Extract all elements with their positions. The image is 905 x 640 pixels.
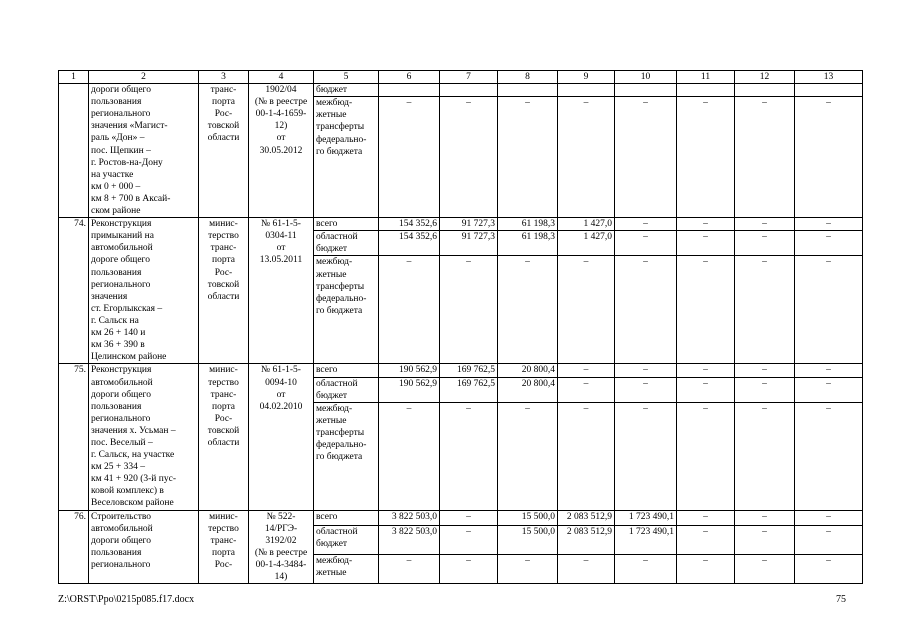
expertise-cell-line: от <box>276 389 286 400</box>
value-cell: – <box>677 364 735 377</box>
funding-source-cell-line: го бюджета <box>316 146 363 157</box>
object-name-cell-line: значения <box>91 291 128 302</box>
object-name-cell-line: км 36 + 390 в <box>91 340 145 351</box>
value-cell <box>558 84 615 97</box>
value-cell: 2 083 512,9 <box>558 510 615 525</box>
object-name-cell-line: ковой комплекс) в <box>91 486 164 497</box>
value-cell: – <box>440 97 498 218</box>
value-cell: – <box>440 555 498 584</box>
object-name-cell-line: пос. Щепкин – <box>91 145 151 156</box>
customer-cell-line: порта <box>212 255 235 266</box>
object-name-cell-line: значения х. Усьман – <box>91 425 176 436</box>
value-cell: – <box>677 256 735 364</box>
object-name-cell-line: примыканий на <box>91 231 154 242</box>
value-cell: – <box>440 256 498 364</box>
row-number-cell <box>59 84 89 218</box>
funding-source-cell-line: межбюд- <box>316 257 353 268</box>
program-table <box>58 70 863 584</box>
object-name-cell-line: регионального <box>91 413 151 424</box>
expertise-cell <box>249 218 314 364</box>
expertise-cell <box>249 84 314 218</box>
customer-cell-line: минис- <box>209 511 238 522</box>
customer-cell-line: транс- <box>210 535 237 546</box>
value-cell: 61 198,3 <box>498 231 558 256</box>
funding-source-cell-line: жетные <box>316 415 347 426</box>
object-name-cell-line: пользования <box>91 97 142 108</box>
object-name-cell-line: км 8 + 700 в Аксай- <box>91 193 171 204</box>
column-number-row <box>59 71 863 84</box>
value-cell: – <box>795 364 863 377</box>
value-cell: 20 800,4 <box>498 377 558 402</box>
object-name-cell-line: значения «Магист- <box>91 121 168 132</box>
value-cell: 3 822 503,0 <box>379 525 440 554</box>
funding-source-cell-line: трансферты <box>316 427 365 438</box>
object-name-cell-line: дороги общего <box>91 535 151 546</box>
value-cell: 169 762,5 <box>440 364 498 377</box>
customer-cell <box>199 510 249 584</box>
expertise-cell-line: (№ в реестре <box>254 547 308 558</box>
customer-cell-line: Рос- <box>214 109 233 120</box>
table-row <box>59 510 863 525</box>
funding-source-cell-line: го бюджета <box>316 305 363 316</box>
object-name-cell-line: регионального <box>91 279 151 290</box>
funding-source-cell-line: областной <box>316 526 358 537</box>
object-name-cell <box>89 218 199 364</box>
object-name-cell <box>89 364 199 510</box>
funding-source-cell <box>314 256 379 364</box>
customer-cell-line: Рос- <box>214 560 233 571</box>
expertise-cell-line: 04.02.2010 <box>259 401 303 412</box>
funding-source-cell-line: бюджет <box>316 85 348 96</box>
object-name-cell-line: г. Ростов-на-Дону <box>91 157 163 168</box>
column-number: 7 <box>440 71 498 84</box>
value-cell: – <box>379 256 440 364</box>
value-cell <box>677 84 735 97</box>
value-cell: 169 762,5 <box>440 377 498 402</box>
value-cell: – <box>498 97 558 218</box>
value-cell: 1 427,0 <box>558 218 615 231</box>
column-number: 3 <box>199 71 249 84</box>
customer-cell-line: терство <box>208 523 239 534</box>
expertise-cell-line: 13.05.2011 <box>259 255 303 266</box>
value-cell: – <box>795 555 863 584</box>
column-number: 12 <box>735 71 795 84</box>
customer-cell-line: области <box>207 133 240 144</box>
value-cell <box>498 84 558 97</box>
value-cell: – <box>735 555 795 584</box>
customer-cell-line: минис- <box>209 219 238 230</box>
customer-cell-line: терство <box>208 377 239 388</box>
value-cell <box>440 84 498 97</box>
value-cell: – <box>440 525 498 554</box>
object-name-cell-line: раль «Дон» – <box>91 133 145 144</box>
customer-cell-line: транс- <box>210 389 237 400</box>
value-cell: – <box>440 402 498 510</box>
value-cell: – <box>735 256 795 364</box>
value-cell <box>795 84 863 97</box>
customer-cell-line: товской <box>207 425 240 436</box>
value-cell: – <box>735 377 795 402</box>
object-name-cell-line: регионального <box>91 109 151 120</box>
value-cell: – <box>795 231 863 256</box>
funding-source-cell <box>314 525 379 554</box>
customer-cell-line: минис- <box>209 365 238 376</box>
funding-source-cell-line: бюджет <box>316 390 348 401</box>
funding-source-cell-line: областной <box>316 232 358 243</box>
object-name-cell-line: пос. Веселый – <box>91 437 153 448</box>
funding-source-cell-line: федерально- <box>316 293 367 304</box>
object-name-cell-line: Реконструкция <box>91 219 152 230</box>
value-cell <box>735 84 795 97</box>
object-name-cell-line: на участке <box>91 169 134 180</box>
page-number: 75 <box>836 594 846 605</box>
value-cell: – <box>558 364 615 377</box>
value-cell: – <box>677 97 735 218</box>
customer-cell <box>199 218 249 364</box>
customer-cell-line: товской <box>207 121 240 132</box>
funding-source-cell: всего <box>314 218 379 231</box>
expertise-cell <box>249 364 314 510</box>
expertise-cell-line: от <box>276 133 286 144</box>
value-cell: 61 198,3 <box>498 218 558 231</box>
value-cell: – <box>735 525 795 554</box>
expertise-cell-line: 0094-10 <box>265 377 297 388</box>
funding-source-cell-line: федерально- <box>316 134 367 145</box>
funding-source-cell <box>314 555 379 584</box>
object-name-cell <box>89 84 199 218</box>
object-name-cell-line: дороги общего <box>91 389 151 400</box>
object-name-cell-line: пользования <box>91 267 142 278</box>
object-name-cell-line: дороги общего <box>91 85 151 96</box>
value-cell: – <box>677 555 735 584</box>
value-cell: – <box>677 231 735 256</box>
value-cell: – <box>615 377 677 402</box>
value-cell: 1 427,0 <box>558 231 615 256</box>
object-name-cell-line: регионального <box>91 560 151 571</box>
funding-source-cell-line: межбюд- <box>316 556 353 567</box>
column-number: 2 <box>89 71 199 84</box>
column-number: 8 <box>498 71 558 84</box>
funding-source-cell <box>314 402 379 510</box>
value-cell: – <box>795 377 863 402</box>
row-number-cell: 75. <box>59 364 89 510</box>
value-cell: 20 800,4 <box>498 364 558 377</box>
expertise-cell-line: № 522- <box>266 511 296 522</box>
customer-cell-line: области <box>207 437 240 448</box>
object-name-cell-line: Целинском районе <box>91 352 167 363</box>
value-cell: – <box>615 231 677 256</box>
row-number-cell: 74. <box>59 218 89 364</box>
object-name-cell-line: ст. Егорлыкская – <box>91 303 163 314</box>
value-cell: 190 562,9 <box>379 364 440 377</box>
expertise-cell <box>249 510 314 584</box>
value-cell: 154 352,6 <box>379 231 440 256</box>
object-name-cell-line: автомобильной <box>91 243 153 254</box>
value-cell: – <box>677 377 735 402</box>
column-number: 13 <box>795 71 863 84</box>
column-number: 6 <box>379 71 440 84</box>
value-cell: – <box>558 402 615 510</box>
expertise-cell-line: (№ в реестре <box>254 97 308 108</box>
expertise-cell-line: от <box>276 243 286 254</box>
funding-source-cell <box>314 377 379 402</box>
funding-source-cell-line: областной <box>316 378 358 389</box>
object-name-cell-line: автомобильной <box>91 523 153 534</box>
table-row <box>59 84 863 97</box>
funding-source-cell <box>314 231 379 256</box>
funding-source-cell: всего <box>314 510 379 525</box>
funding-source-cell-line: го бюджета <box>316 452 363 463</box>
value-cell: – <box>558 555 615 584</box>
object-name-cell <box>89 510 199 584</box>
customer-cell-line: области <box>207 291 240 302</box>
footer-file-path: Z:\ORST\Ppo\0215p085.f17.docx <box>58 594 195 605</box>
funding-source-cell-line: трансферты <box>316 281 365 292</box>
value-cell: – <box>735 402 795 510</box>
column-number: 4 <box>249 71 314 84</box>
value-cell: – <box>795 510 863 525</box>
value-cell: 190 562,9 <box>379 377 440 402</box>
value-cell: 91 727,3 <box>440 218 498 231</box>
value-cell: 2 083 512,9 <box>558 525 615 554</box>
funding-source-cell-line: федерально- <box>316 439 367 450</box>
value-cell: – <box>677 525 735 554</box>
customer-cell-line: Рос- <box>214 413 233 424</box>
value-cell: 1 723 490,1 <box>615 510 677 525</box>
value-cell: – <box>615 218 677 231</box>
funding-source-cell-line: жетные <box>316 110 347 121</box>
object-name-cell-line: дороге общего <box>91 255 150 266</box>
customer-cell-line: порта <box>212 547 235 558</box>
value-cell <box>379 84 440 97</box>
value-cell: – <box>498 256 558 364</box>
value-cell: – <box>795 97 863 218</box>
object-name-cell-line: Строительство <box>91 511 152 522</box>
customer-cell-line: терство <box>208 231 239 242</box>
row-number-cell: 76. <box>59 510 89 584</box>
object-name-cell-line: ском районе <box>91 206 141 217</box>
object-name-cell-line: км 25 + 334 – <box>91 462 145 473</box>
object-name-cell-line: Веселовском районе <box>91 498 174 509</box>
value-cell: 15 500,0 <box>498 510 558 525</box>
expertise-cell-line: 00-1-4-3484- <box>255 560 307 571</box>
value-cell: – <box>795 402 863 510</box>
value-cell: – <box>615 256 677 364</box>
customer-cell-line: порта <box>212 97 235 108</box>
expertise-cell-line: 3192/02 <box>265 535 297 546</box>
expertise-cell-line: 00-1-4-1659- <box>255 109 307 120</box>
object-name-cell-line: км 41 + 920 (3-й пус- <box>91 474 176 485</box>
value-cell: – <box>379 402 440 510</box>
expertise-cell-line: № 61-1-5- <box>261 365 301 376</box>
table-row <box>59 364 863 377</box>
column-number: 10 <box>615 71 677 84</box>
customer-cell-line: Рос- <box>214 267 233 278</box>
value-cell: – <box>615 97 677 218</box>
funding-source-cell: всего <box>314 364 379 377</box>
column-number: 1 <box>59 71 89 84</box>
column-number: 9 <box>558 71 615 84</box>
customer-cell-line: транс- <box>210 85 237 96</box>
value-cell: 1 723 490,1 <box>615 525 677 554</box>
value-cell: – <box>735 364 795 377</box>
funding-source-cell-line: жетные <box>316 568 347 579</box>
value-cell: 91 727,3 <box>440 231 498 256</box>
value-cell: 15 500,0 <box>498 525 558 554</box>
value-cell: – <box>379 97 440 218</box>
value-cell <box>615 84 677 97</box>
expertise-cell-line: № 61-1-5- <box>261 219 301 230</box>
object-name-cell-line: км 0 + 000 – <box>91 181 141 192</box>
value-cell: – <box>498 555 558 584</box>
value-cell: – <box>615 364 677 377</box>
expertise-cell-line: 12) <box>274 121 288 132</box>
value-cell: – <box>677 218 735 231</box>
object-name-cell-line: Реконструкция <box>91 365 152 376</box>
value-cell: – <box>498 402 558 510</box>
value-cell: – <box>735 97 795 218</box>
value-cell: – <box>558 377 615 402</box>
customer-cell <box>199 364 249 510</box>
expertise-cell-line: 14) <box>274 572 288 583</box>
value-cell: – <box>440 510 498 525</box>
value-cell: – <box>735 510 795 525</box>
value-cell: – <box>615 402 677 510</box>
value-cell: – <box>735 231 795 256</box>
column-number: 11 <box>677 71 735 84</box>
expertise-cell-line: 30.05.2012 <box>259 145 303 156</box>
table-row <box>59 218 863 231</box>
customer-cell <box>199 84 249 218</box>
funding-source-cell <box>314 84 379 97</box>
value-cell: – <box>795 218 863 231</box>
funding-source-cell-line: межбюд- <box>316 403 353 414</box>
value-cell: 154 352,6 <box>379 218 440 231</box>
value-cell: 3 822 503,0 <box>379 510 440 525</box>
value-cell: – <box>795 525 863 554</box>
object-name-cell-line: автомобильной <box>91 377 153 388</box>
object-name-cell-line: км 26 + 140 и <box>91 327 146 338</box>
object-name-cell-line: пользования <box>91 547 142 558</box>
value-cell: – <box>677 402 735 510</box>
value-cell: – <box>795 256 863 364</box>
object-name-cell-line: пользования <box>91 401 142 412</box>
customer-cell-line: товской <box>207 279 240 290</box>
value-cell: – <box>615 555 677 584</box>
funding-source-cell-line: жетные <box>316 269 347 280</box>
value-cell: – <box>558 97 615 218</box>
value-cell: – <box>677 510 735 525</box>
value-cell: – <box>735 218 795 231</box>
customer-cell-line: порта <box>212 401 235 412</box>
expertise-cell-line: 14/РГЭ- <box>264 523 298 534</box>
expertise-cell-line: 0304-11 <box>265 231 297 242</box>
funding-source-cell-line: бюджет <box>316 538 348 549</box>
column-number: 5 <box>314 71 379 84</box>
customer-cell-line: транс- <box>210 243 237 254</box>
value-cell: – <box>379 555 440 584</box>
value-cell: – <box>558 256 615 364</box>
funding-source-cell-line: трансферты <box>316 122 365 133</box>
funding-source-cell <box>314 97 379 218</box>
expertise-cell-line: 1902/04 <box>265 85 297 96</box>
funding-source-cell-line: бюджет <box>316 244 348 255</box>
funding-source-cell-line: межбюд- <box>316 98 353 109</box>
object-name-cell-line: г. Сальск, на участке <box>91 450 175 461</box>
object-name-cell-line: г. Сальск на <box>91 315 139 326</box>
